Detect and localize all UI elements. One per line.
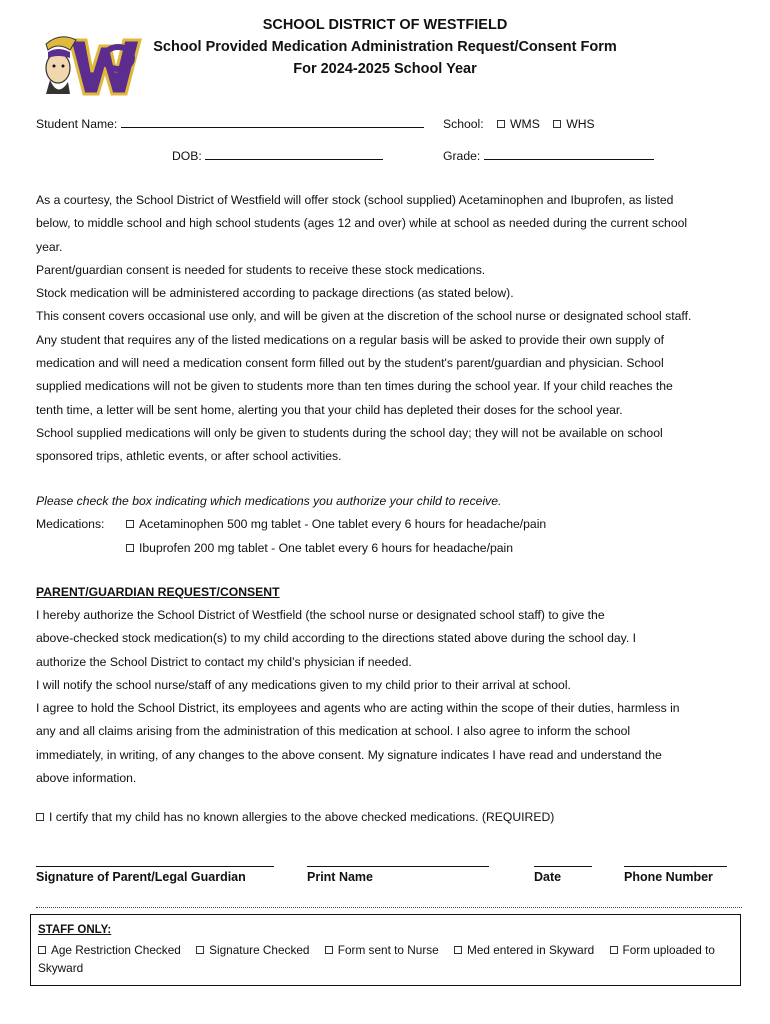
wms-label: WMS <box>510 117 540 131</box>
consent-heading: PARENT/GUARDIAN REQUEST/CONSENT <box>36 585 280 599</box>
ibuprofen-label: Ibuprofen 200 mg tablet - One tablet every 6 hours for headache/pain <box>139 541 513 555</box>
staff-item-label: Med entered in Skyward <box>467 943 595 957</box>
medication-option-acetaminophen <box>124 513 546 536</box>
med-entered-checkbox[interactable] <box>454 946 462 954</box>
consent-line: any and all claims arising from the administration of this medication at school. I also agree to inform the school <box>36 724 631 739</box>
print-name-label: Print Name <box>307 870 373 884</box>
age-restriction-checkbox[interactable] <box>38 946 46 954</box>
consent-line: immediately, in writing, of any changes to the above consent. My signature indicates I have read and understand the <box>36 747 662 762</box>
intro-line: medication and will need a medication consent form filled out by the student's parent/guardian and physician. School <box>36 356 664 371</box>
student-name-field[interactable] <box>121 115 424 128</box>
consent-text <box>36 604 680 790</box>
intro-line: sponsored trips, athletic events, or after school activities. <box>36 449 342 464</box>
medication-option-ibuprofen <box>124 537 513 560</box>
whs-checkbox[interactable] <box>553 120 561 128</box>
staff-checklist <box>36 941 715 959</box>
student-name-label: Student Name: <box>36 117 118 131</box>
consent-line: I will notify the school nurse/staff of any medications given to my child prior to their arrival at school. <box>36 677 571 692</box>
westfield-w-warrior-logo <box>40 28 146 100</box>
grade-label: Grade: <box>443 149 481 163</box>
acetaminophen-checkbox[interactable] <box>126 520 134 528</box>
staff-item-label: Age Restriction Checked <box>51 943 181 957</box>
school-row <box>443 113 595 136</box>
staff-item-label: Form sent to Nurse <box>337 943 439 957</box>
consent-line: authorize the School District to contact my child’s physician if needed. <box>36 654 412 669</box>
consent-line: above information. <box>36 771 137 786</box>
wms-checkbox[interactable] <box>497 120 505 128</box>
phone-line[interactable] <box>624 866 727 867</box>
school-year: For 2024-2025 School Year <box>293 61 477 77</box>
form-sent-checkbox[interactable] <box>325 946 333 954</box>
allergy-certification <box>34 806 554 829</box>
school-label: School: <box>443 117 484 131</box>
consent-line: above-checked stock medication(s) to my child according to the directions stated above during the school day. I <box>36 631 636 646</box>
signature-checked-checkbox[interactable] <box>196 946 204 954</box>
allergy-label: I certify that my child has no known allergies to the above checked medications. (REQUIRED) <box>49 810 555 824</box>
ibuprofen-checkbox[interactable] <box>126 544 134 552</box>
phone-label: Phone Number <box>624 870 713 884</box>
intro-line: Any student that requires any of the listed medications on a regular basis will be asked to provide their own supply of <box>36 332 665 347</box>
parent-signature-line[interactable] <box>36 866 274 867</box>
parent-signature-label: Signature of Parent/Legal Guardian <box>36 870 246 884</box>
staff-heading: STAFF ONLY: <box>38 924 112 936</box>
intro-line: below, to middle school and high school students (ages 12 and over) while at school as needed during the current school <box>36 216 688 231</box>
print-name-line[interactable] <box>307 866 489 867</box>
intro-line: year. <box>36 239 63 254</box>
whs-label: WHS <box>566 117 595 131</box>
staff-wrap-text: Skyward <box>38 961 84 975</box>
staff-item-label: Form uploaded to <box>622 943 715 957</box>
intro-line: School supplied medications will only be given to students during the school day; they will not be available on school <box>36 425 663 440</box>
date-label: Date <box>534 870 562 884</box>
intro-line: Parent/guardian consent is needed for students to receive these stock medications. <box>36 262 486 277</box>
grade-field[interactable] <box>484 147 654 160</box>
staff-item-label: Signature Checked <box>209 943 310 957</box>
form-uploaded-checkbox[interactable] <box>610 946 618 954</box>
intro-line: As a courtesy, the School District of Westfield will offer stock (school supplied) Acetaminophen and Ibuprofen, as listed <box>36 193 674 207</box>
dob-label: DOB: <box>172 149 202 163</box>
date-line[interactable] <box>534 866 592 867</box>
medication-instruction: Please check the box indicating which medications you authorize your child to receive. <box>36 494 502 508</box>
grade-row <box>443 145 654 168</box>
student-name-row <box>36 113 424 136</box>
district-title: SCHOOL DISTRICT OF WESTFIELD <box>262 17 508 33</box>
intro-line: Stock medication will be administered according to package directions (as stated below). <box>36 286 514 301</box>
consent-line: I agree to hold the School District, its employees and agents who are acting within the scope of their duties, harmless in <box>36 701 680 716</box>
dob-row <box>172 145 383 168</box>
intro-line: tenth time, a letter will be sent home, alerting you that your child has depleted their doses for the school year. <box>36 402 623 417</box>
intro-line: This consent covers occasional use only, and will be given at the discretion of the school nurse or designated school staff. <box>36 309 692 324</box>
intro-line: supplied medications will not be given to students more than ten times during the school year. If your child reaches the <box>36 379 673 394</box>
allergy-checkbox[interactable] <box>36 813 44 821</box>
separator <box>36 907 742 908</box>
consent-line: I hereby authorize the School District of Westfield (the school nurse or designated school staff) to give the <box>36 608 605 622</box>
acetaminophen-label: Acetaminophen 500 mg tablet - One tablet every 6 hours for headache/pain <box>139 517 547 531</box>
medications-label: Medications: <box>36 517 105 531</box>
dob-field[interactable] <box>205 147 383 160</box>
intro-text <box>36 189 691 469</box>
form-title: School Provided Medication Administration Request/Consent Form <box>153 39 617 55</box>
